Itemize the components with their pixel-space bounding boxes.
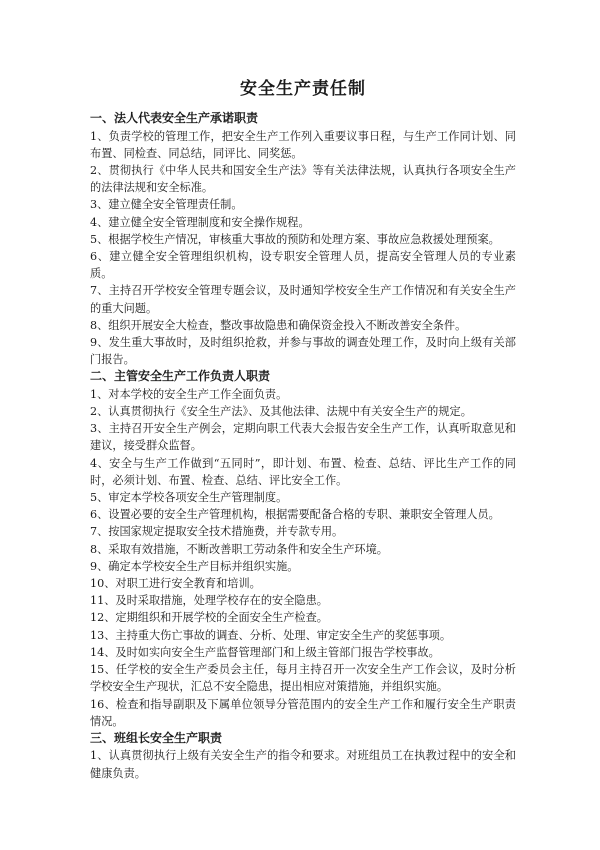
list-item: 6、建立健全安全管理组织机构，设专职安全管理人员，提高安全管理人员的专业素质。 bbox=[90, 249, 516, 281]
list-item: 5、根据学校生产情况，审核重大事故的预防和处理方案、事故应急救援处理预案。 bbox=[90, 232, 500, 246]
list-item: 4、建立健全安全管理制度和安全操作规程。 bbox=[90, 215, 310, 229]
list-item: 12、定期组织和开展学校的全面安全生产检查。 bbox=[90, 611, 328, 625]
list-item: 13、主持重大伤亡事故的调查、分析、处理、审定安全生产的奖惩事项。 bbox=[90, 628, 452, 642]
list-item: 3、建立健全安全管理责任制。 bbox=[90, 198, 243, 212]
list-item: 2、贯彻执行《中华人民共和国安全生产法》等有关法律法规，认真执行各项安全生产的法律法规和安全标准。 bbox=[90, 163, 516, 195]
list-item: 9、发生重大事故时，及时组织抢救，并参与事故的调查处理工作，及时向上级有关部门报告。 bbox=[90, 335, 516, 367]
list-item: 8、组织开展安全大检查，整改事故隐患和确保资金投入不断改善安全条件。 bbox=[90, 318, 467, 332]
list-item: 7、主持召开学校安全管理专题会议，及时通知学校安全生产工作情况和有关安全生产的重大问题。 bbox=[90, 284, 516, 315]
list-item: 7、按国家规定提取安全技术措施费，并专款专用。 bbox=[90, 525, 344, 539]
list-item: 11、及时采取措施，处理学校存在的安全隐患。 bbox=[90, 594, 328, 608]
document-title: 安全生产责任制 bbox=[240, 79, 366, 99]
list-item: 1、认真贯彻执行上级有关安全生产的指令和要求。对班组员工在执教过程中的安全和健康负责。 bbox=[90, 749, 516, 780]
section-heading: 一、法人代表安全生产承诺职责 bbox=[90, 111, 259, 125]
list-item: 5、审定本学校各项安全生产管理制度。 bbox=[90, 491, 288, 505]
list-item: 3、主持召开安全生产例会，定期向职工代表大会报告安全生产工作，认真听取意见和建议，接受群众监督。 bbox=[90, 422, 516, 453]
section-safety-manager bbox=[90, 368, 516, 730]
list-item: 9、确定本学校安全生产目标并组织实施。 bbox=[90, 559, 299, 573]
list-item: 15、任学校的安全生产委员会主任，每月主持召开一次安全生产工作会议，及时分析学校安全生产现状，汇总不安全隐患，提出相应对策措施，并组织实施。 bbox=[90, 663, 516, 694]
section-legal-representative bbox=[90, 110, 516, 368]
section-heading: 二、主管安全生产工作负责人职责 bbox=[90, 369, 271, 384]
list-item: 4、安全与生产工作做到“五同时”，即计划、布置、检查、总结、评比生产工作的同时，必须计划、布置、检查、总结、评比安全工作。 bbox=[90, 456, 516, 487]
list-item: 8、采取有效措施，不断改善职工劳动条件和安全生产环境。 bbox=[90, 542, 388, 556]
list-item: 1、对本学校的安全生产工作全面负责。 bbox=[90, 387, 288, 401]
list-item: 10、对职工进行安全教育和培训。 bbox=[90, 577, 261, 591]
list-item: 6、设置必要的安全生产管理机构，根据需要配备合格的专职、兼职安全管理人员。 bbox=[90, 508, 500, 522]
section-heading: 三、班组长安全生产职责 bbox=[90, 730, 223, 745]
list-item: 16、检查和指导副职及下属单位领导分管范围内的安全生产工作和履行安全生产职责情况。 bbox=[90, 697, 516, 728]
section-team-leader bbox=[90, 730, 516, 782]
list-item: 14、及时如实向安全生产监督管理部门和上级主管部门报告学校事故。 bbox=[90, 645, 440, 659]
list-item: 1、负责学校的管理工作，把安全生产工作列入重要议事日程，与生产工作同计划、同布置、同检查、同总结，同评比、同奖惩。 bbox=[90, 129, 516, 160]
list-item: 2、认真贯彻执行《安全生产法》、及其他法律、法规中有关安全生产的规定。 bbox=[90, 405, 472, 419]
